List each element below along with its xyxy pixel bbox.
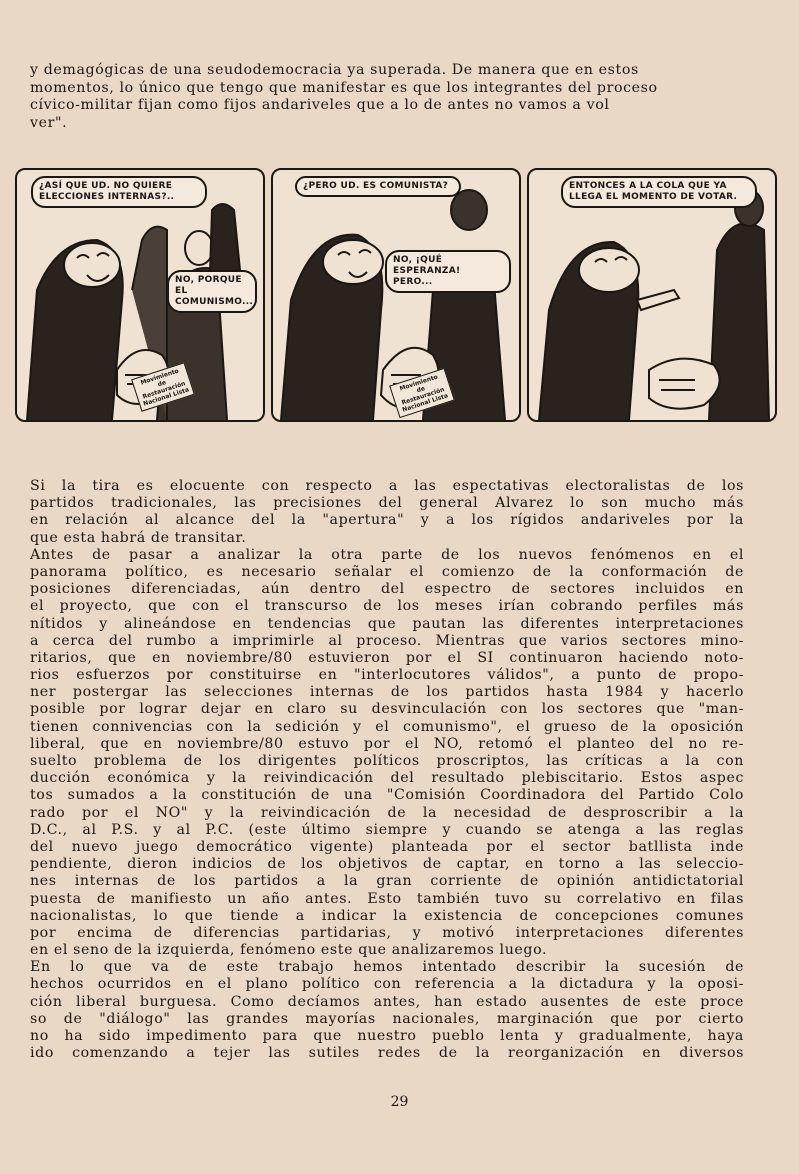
text-line: cívico-militar fijan como fijos andariveles que a lo de antes no vamos a vol xyxy=(30,97,610,113)
text-line: ducción económica y la reivindicación del resultado plebiscitario. Estos aspec xyxy=(30,770,744,787)
text-line: por encima de diferencias partidarias, y motivó interpretaciones diferentes xyxy=(30,924,744,941)
comic-panel-1 xyxy=(15,168,265,422)
text-line: rado por el NO" y la reivindicación de la necesidad de desproscribir a la xyxy=(30,804,744,821)
speech-bubble: ¿ASÍ QUE UD. NO QUIERE ELECCIONES INTERNAS?.. xyxy=(31,176,207,208)
protest-sign: Movimiento de Restauración Nacional Lista xyxy=(389,368,455,418)
text-line: ner postergar las selecciones internas de los partidos hasta 1984 y hacerlo xyxy=(30,684,744,701)
text-line: del nuevo juego democrático vigente) planteada por el sector batllista inde xyxy=(30,838,744,855)
text-line: en relación al alcance del la "apertura" y a los rígidos andariveles por la xyxy=(30,512,744,529)
text-line: ritarios, que en noviembre/80 estuvieron por el SI continuaron haciendo noto- xyxy=(30,649,744,666)
text-line: Si la tira es elocuente con respecto a las espectativas electoralistas de los xyxy=(30,478,744,494)
text-line: partidos tradicionales, las precisiones del general Alvarez lo son mucho más xyxy=(30,495,744,512)
body-text xyxy=(30,478,744,1062)
text-line: tienen connivencias con la sedición y el comunismo", el grueso de la oposición xyxy=(30,718,744,735)
text-line: rios esfuerzos por constituirse en "interlocutores válidos", a punto de propo- xyxy=(30,667,744,684)
text-line: en el seno de la izquierda, fenómeno este que analizaremos luego. xyxy=(30,942,548,959)
text-line: tos sumados a la constitución de una "Comisión Coordinadora del Partido Colo xyxy=(30,787,744,804)
top-paragraph xyxy=(30,62,742,132)
speech-bubble: ¿PERO UD. ES COMUNISTA? xyxy=(295,176,461,197)
page-number: 29 xyxy=(390,1094,409,1110)
text-line: panorama político, es necesario señalar el comienzo de la conformación de xyxy=(30,563,744,580)
text-line: ido comenzando a tejer las sutiles redes de la reorganización en diversos xyxy=(30,1045,744,1062)
text-line: suelto problema de los dirigentes políticos proscriptos, las críticas a la con xyxy=(30,753,744,769)
comic-panel-2 xyxy=(271,168,521,422)
protest-sign: Movimiento de Restauración Nacional Lista xyxy=(131,362,195,412)
text-line: posible por lograr dejar en claro su desvinculación con los sectores que "man- xyxy=(30,701,744,718)
text-line: nítidos y alineándose en tendencias que pautan las diferentes interpretaciones xyxy=(30,615,744,632)
text-line: no ha sido impedimento para que nuestro pueblo lenta y gradualmente, haya xyxy=(30,1028,744,1044)
text-line: momentos, lo único que tengo que manifestar es que los integrantes del proceso xyxy=(30,79,658,96)
speech-bubble: NO, PORQUE EL COMUNISMO... xyxy=(167,270,257,313)
text-line: nacionalistas, lo que tiende a indicar la existencia de concepciones comunes xyxy=(30,907,744,924)
text-line: D.C., al P.S. y al P.C. (este último siempre y cuando se atenga a las reglas xyxy=(30,821,744,838)
text-line: pendiente, dieron indicios de los objetivos de captar, en torno a las seleccio- xyxy=(30,856,744,873)
speech-bubble: NO, ¡QUÉ ESPERANZA! PERO... xyxy=(385,250,511,293)
text-line: posiciones diferenciadas, aún dentro del espectro de sectores incluidos en xyxy=(30,581,744,598)
text-line: so de "diálogo" las grandes mayorías nacionales, marginación que por cierto xyxy=(30,1010,744,1027)
text-line: En lo que va de este trabajo hemos intentado describir la sucesión de xyxy=(30,959,744,976)
text-line: el proyecto, que con el transcurso de los meses irían cobrando perfiles más xyxy=(30,598,744,615)
text-line: que esta habrá de transitar. xyxy=(30,529,247,546)
text-line: ver". xyxy=(30,114,68,131)
text-line: ción liberal burguesa. Como decíamos antes, han estado ausentes de este proce xyxy=(30,993,744,1010)
text-line: hechos ocurridos en el plano político con referencia a la dictadura y la oposi- xyxy=(30,976,744,993)
comic-strip xyxy=(15,168,775,420)
text-line: Antes de pasar a analizar la otra parte de los nuevos fenómenos en el xyxy=(30,546,744,563)
text-line: puesta de manifiesto un año antes. Esto también tuvo su correlativo en filas xyxy=(30,890,744,907)
text-line: liberal, que en noviembre/80 estuvo por el NO, retomó el planteo del no re- xyxy=(30,735,744,752)
speech-bubble: ENTONCES A LA COLA QUE YA LLEGA EL MOMENTO DE VOTAR. xyxy=(561,176,757,208)
comic-panel-3 xyxy=(527,168,777,422)
text-line: a cerca del rumbo a imprimirle al proceso. Mientras que varios sectores mino- xyxy=(30,632,744,649)
text-line: y demagógicas de una seudodemocracia ya superada. De manera que en estos xyxy=(30,62,639,78)
text-line: nes internas de los partidos a la gran corriente de opinión antidictatorial xyxy=(30,873,744,890)
